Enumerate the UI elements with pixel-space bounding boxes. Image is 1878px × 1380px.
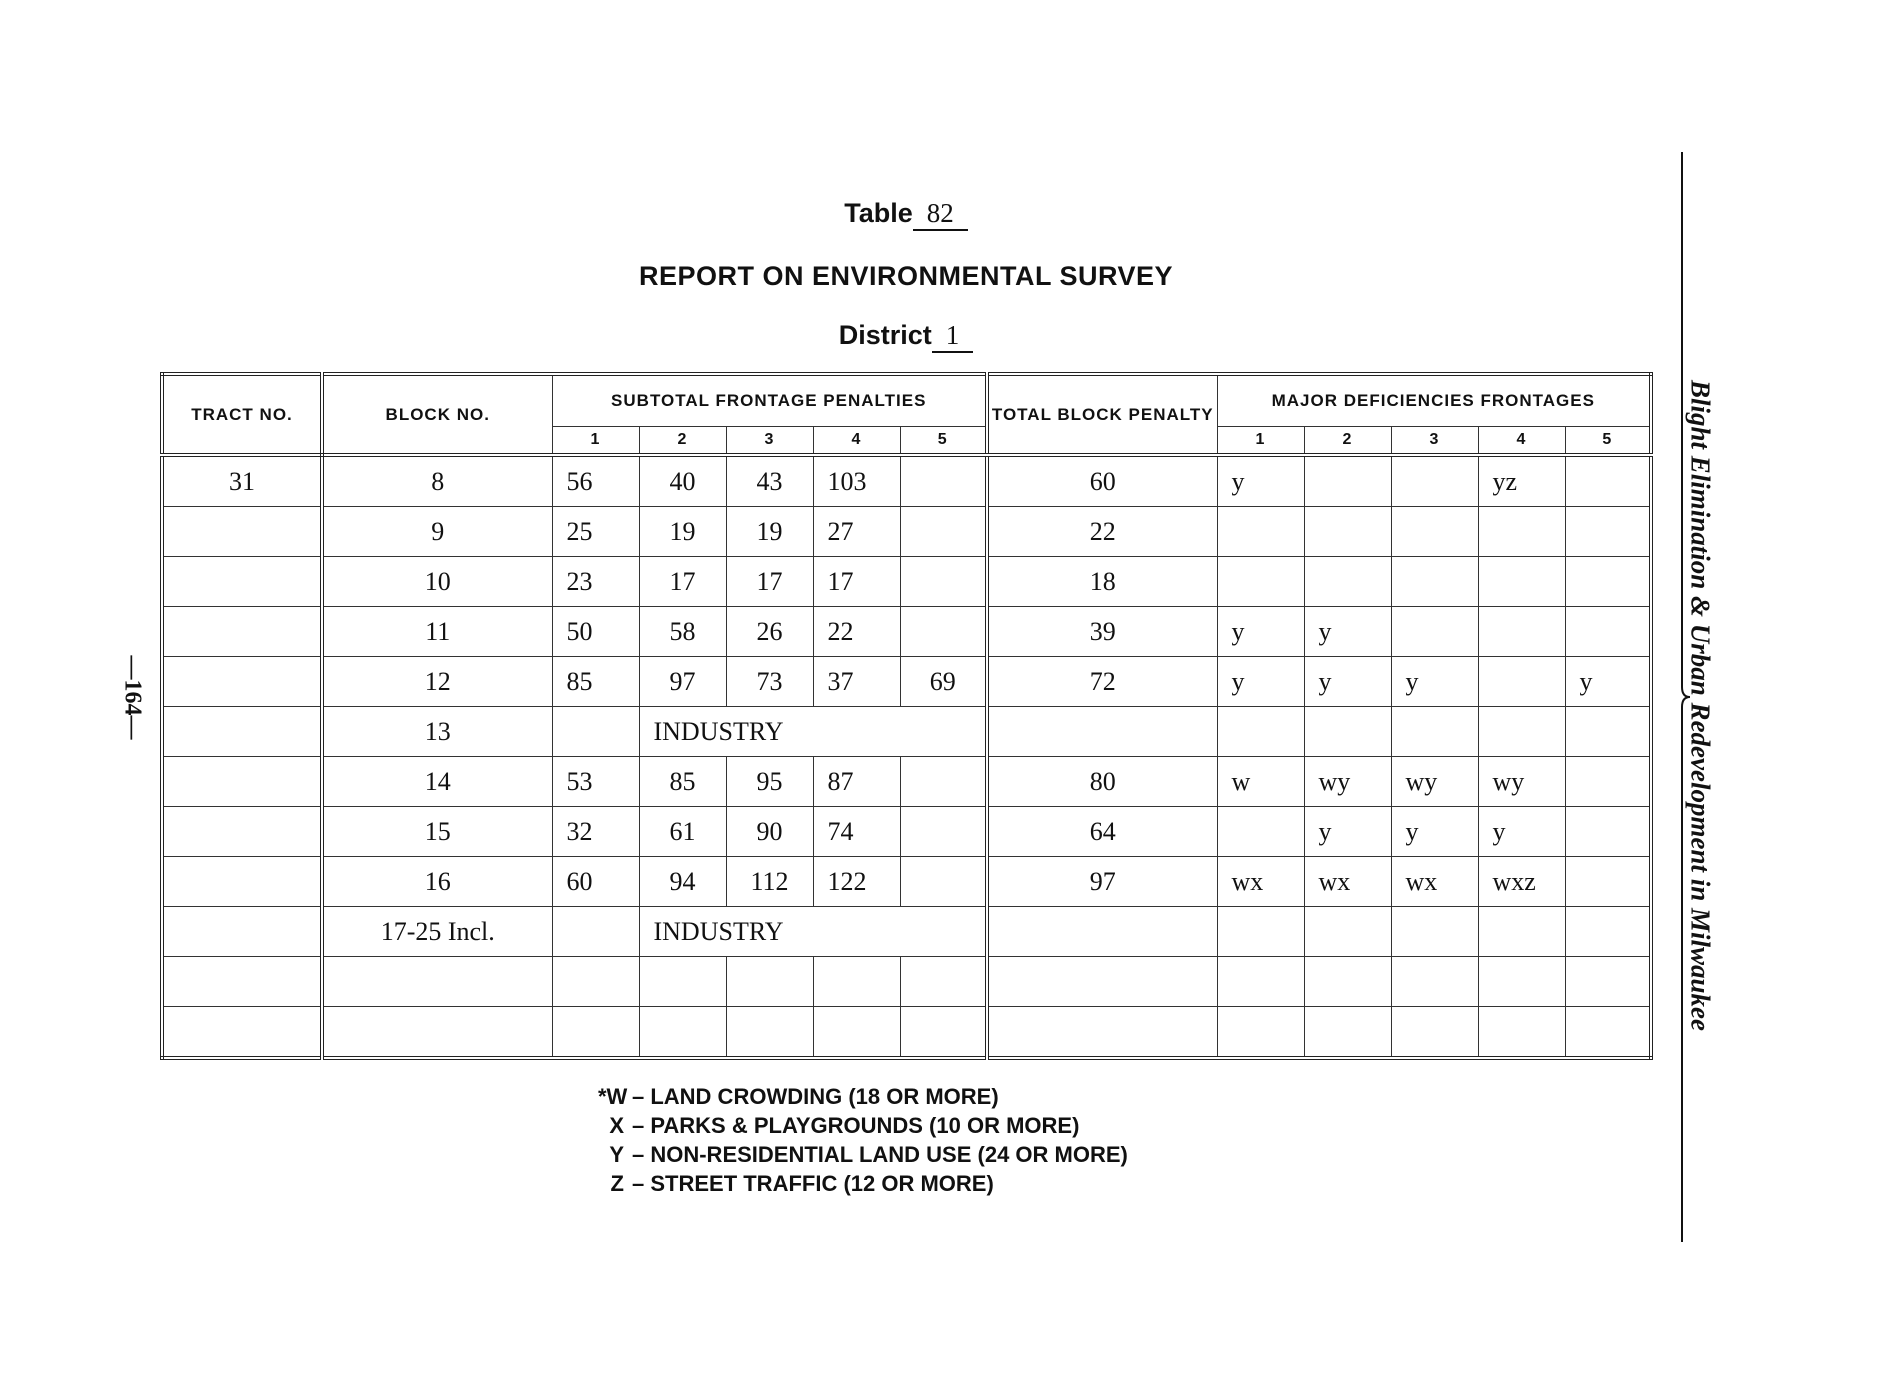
penalty-cell: 27	[813, 507, 900, 557]
penalty-cell: 94	[639, 857, 726, 907]
subtotal-col-header: 4	[813, 427, 900, 456]
deficiency-cell	[1217, 557, 1304, 607]
deficiency-cell: y	[1478, 807, 1565, 857]
legend-text: – PARKS & PLAYGROUNDS (10 OR MORE)	[632, 1113, 1080, 1138]
total-penalty-cell	[987, 957, 1217, 1007]
block-cell: 13	[322, 707, 552, 757]
deficiency-cell: y	[1217, 455, 1304, 507]
penalty-cell: 87	[813, 757, 900, 807]
legend-text: – STREET TRAFFIC (12 OR MORE)	[632, 1171, 994, 1196]
penalty-cell	[900, 1007, 987, 1059]
title-block	[0, 198, 1812, 353]
penalty-cell: 74	[813, 807, 900, 857]
penalty-cell: 97	[639, 657, 726, 707]
block-cell: 9	[322, 507, 552, 557]
tract-cell	[162, 1007, 322, 1059]
table-row	[162, 455, 1651, 507]
deficiency-cell	[1478, 557, 1565, 607]
block-cell: 11	[322, 607, 552, 657]
industry-cell: INDUSTRY	[639, 707, 987, 757]
table-row	[162, 557, 1651, 607]
total-penalty-cell: 72	[987, 657, 1217, 707]
penalty-cell: 23	[552, 557, 639, 607]
penalty-cell: 32	[552, 807, 639, 857]
deficiency-cell: y	[1565, 657, 1651, 707]
penalty-cell: 17	[639, 557, 726, 607]
major-col-header: 5	[1565, 427, 1651, 456]
deficiency-cell: y	[1304, 657, 1391, 707]
major-col-header: 3	[1391, 427, 1478, 456]
penalty-cell: 58	[639, 607, 726, 657]
penalty-cell	[900, 607, 987, 657]
penalty-cell: 25	[552, 507, 639, 557]
major-col-header: 2	[1304, 427, 1391, 456]
subtotal-col-header: 2	[639, 427, 726, 456]
legend-item	[598, 1082, 1128, 1111]
penalty-cell: 112	[726, 857, 813, 907]
total-penalty-cell: 80	[987, 757, 1217, 807]
deficiency-cell: wx	[1391, 857, 1478, 907]
deficiency-cell: y	[1391, 657, 1478, 707]
deficiency-cell	[1217, 957, 1304, 1007]
table-row	[162, 957, 1651, 1007]
block-cell: 17-25 Incl.	[322, 907, 552, 957]
total-penalty-cell: 39	[987, 607, 1217, 657]
deficiency-cell	[1565, 557, 1651, 607]
subtotal-col-header: 1	[552, 427, 639, 456]
block-cell: 15	[322, 807, 552, 857]
deficiency-cell	[1304, 907, 1391, 957]
major-header: MAJOR DEFICIENCIES FRONTAGES	[1217, 374, 1651, 427]
deficiency-cell	[1478, 907, 1565, 957]
deficiency-cell	[1391, 557, 1478, 607]
deficiency-cell	[1217, 507, 1304, 557]
deficiency-cell: yz	[1478, 455, 1565, 507]
deficiency-cell: wx	[1217, 857, 1304, 907]
total-penalty-cell	[987, 907, 1217, 957]
penalty-cell: 69	[900, 657, 987, 707]
deficiency-cell	[1478, 507, 1565, 557]
deficiency-cell	[1217, 807, 1304, 857]
deficiency-cell: wxz	[1478, 857, 1565, 907]
penalty-cell	[900, 455, 987, 507]
deficiency-cell	[1565, 907, 1651, 957]
table-row	[162, 757, 1651, 807]
tract-cell	[162, 557, 322, 607]
table-row	[162, 807, 1651, 857]
total-penalty-cell	[987, 1007, 1217, 1059]
deficiency-cell	[1304, 455, 1391, 507]
total-penalty-cell: 60	[987, 455, 1217, 507]
penalty-cell: 61	[639, 807, 726, 857]
side-title-text: Blight Elimination & Urban Redevelopment in Milwaukee	[1685, 379, 1716, 1032]
total-penalty-cell	[987, 707, 1217, 757]
penalty-cell: 95	[726, 757, 813, 807]
block-cell: 12	[322, 657, 552, 707]
deficiency-cell: wx	[1304, 857, 1391, 907]
table-number: 82	[913, 198, 968, 231]
major-col-header: 4	[1478, 427, 1565, 456]
table-label: Table	[844, 198, 913, 228]
penalty-cell	[726, 1007, 813, 1059]
deficiency-cell: y	[1391, 807, 1478, 857]
tract-cell	[162, 957, 322, 1007]
subtotal-col-header: 3	[726, 427, 813, 456]
tract-cell	[162, 907, 322, 957]
penalty-cell	[813, 957, 900, 1007]
legend-item	[598, 1111, 1128, 1140]
deficiency-cell	[1217, 707, 1304, 757]
penalty-cell: 73	[726, 657, 813, 707]
deficiency-cell	[1478, 957, 1565, 1007]
legend-text: – LAND CROWDING (18 OR MORE)	[632, 1084, 999, 1109]
deficiency-cell	[1304, 707, 1391, 757]
penalty-cell: 37	[813, 657, 900, 707]
total-penalty-cell: 18	[987, 557, 1217, 607]
deficiency-cell: wy	[1478, 757, 1565, 807]
penalty-cell: 22	[813, 607, 900, 657]
tract-cell	[162, 507, 322, 557]
side-title	[1660, 300, 1740, 1100]
deficiency-cell	[1565, 607, 1651, 657]
penalty-cell: 56	[552, 455, 639, 507]
deficiency-cell	[1565, 857, 1651, 907]
table-body	[162, 455, 1651, 1058]
penalty-cell	[552, 957, 639, 1007]
deficiency-cell	[1391, 507, 1478, 557]
legend-letter: X	[609, 1113, 624, 1138]
block-cell: 10	[322, 557, 552, 607]
penalty-cell	[639, 957, 726, 1007]
tract-cell: 31	[162, 455, 322, 507]
block-cell	[322, 957, 552, 1007]
penalty-cell: 40	[639, 455, 726, 507]
tract-header: TRACT NO.	[162, 374, 322, 455]
penalty-cell	[900, 757, 987, 807]
table-row	[162, 657, 1651, 707]
deficiency-cell: y	[1304, 607, 1391, 657]
legend-item	[598, 1169, 1128, 1198]
total-penalty-cell: 22	[987, 507, 1217, 557]
table-row	[162, 707, 1651, 757]
penalty-cell: 90	[726, 807, 813, 857]
deficiency-cell	[1391, 907, 1478, 957]
penalty-cell	[726, 957, 813, 1007]
page-number	[100, 648, 160, 748]
deficiency-cell	[1304, 507, 1391, 557]
penalty-cell	[552, 907, 639, 957]
deficiency-cell	[1478, 1007, 1565, 1059]
district-number: 1	[932, 320, 974, 353]
tract-cell	[162, 657, 322, 707]
block-cell: 8	[322, 455, 552, 507]
tract-cell	[162, 607, 322, 657]
deficiency-cell	[1478, 607, 1565, 657]
deficiency-cell	[1391, 957, 1478, 1007]
legend-letter: Z	[610, 1171, 624, 1196]
legend-item	[598, 1140, 1128, 1169]
deficiency-cell	[1565, 1007, 1651, 1059]
penalty-cell: 85	[639, 757, 726, 807]
subtotal-col-header: 5	[900, 427, 987, 456]
penalty-cell: 85	[552, 657, 639, 707]
page-number-text: —164—	[119, 655, 146, 740]
deficiency-cell	[1391, 707, 1478, 757]
table-row	[162, 507, 1651, 557]
deficiency-cell	[1565, 957, 1651, 1007]
penalty-cell	[639, 1007, 726, 1059]
penalty-cell: 26	[726, 607, 813, 657]
penalty-cell	[552, 707, 639, 757]
report-title: REPORT ON ENVIRONMENTAL SURVEY	[638, 261, 1174, 291]
major-col-header: 1	[1217, 427, 1304, 456]
legend-letter: Y	[609, 1142, 624, 1167]
deficiency-cell: wy	[1391, 757, 1478, 807]
deficiency-cell	[1478, 707, 1565, 757]
block-cell	[322, 1007, 552, 1059]
deficiency-cell	[1565, 807, 1651, 857]
total-penalty-cell: 64	[987, 807, 1217, 857]
legend	[598, 1082, 1128, 1198]
deficiency-cell	[1304, 557, 1391, 607]
deficiency-cell	[1565, 507, 1651, 557]
penalty-cell: 17	[813, 557, 900, 607]
deficiency-cell	[1391, 1007, 1478, 1059]
table-row	[162, 857, 1651, 907]
deficiency-cell	[1565, 707, 1651, 757]
legend-text: – NON-RESIDENTIAL LAND USE (24 OR MORE)	[632, 1142, 1128, 1167]
penalty-cell	[900, 557, 987, 607]
total-header: TOTAL BLOCK PENALTY	[987, 374, 1217, 455]
deficiency-cell	[1391, 455, 1478, 507]
penalty-cell	[900, 857, 987, 907]
survey-table	[160, 372, 1653, 1060]
penalty-cell: 60	[552, 857, 639, 907]
table-row	[162, 907, 1651, 957]
deficiency-cell	[1304, 1007, 1391, 1059]
tract-cell	[162, 857, 322, 907]
penalty-cell: 53	[552, 757, 639, 807]
block-header: BLOCK NO.	[322, 374, 552, 455]
tract-cell	[162, 707, 322, 757]
deficiency-cell	[1304, 957, 1391, 1007]
deficiency-cell: y	[1217, 657, 1304, 707]
district-label: District	[838, 320, 932, 350]
district-caption	[0, 320, 1812, 353]
deficiency-cell	[1478, 657, 1565, 707]
subtotal-header: SUBTOTAL FRONTAGE PENALTIES	[552, 374, 987, 427]
penalty-cell	[900, 807, 987, 857]
tract-cell	[162, 757, 322, 807]
penalty-cell	[813, 1007, 900, 1059]
total-penalty-cell: 97	[987, 857, 1217, 907]
deficiency-cell	[1565, 757, 1651, 807]
deficiency-cell	[1217, 907, 1304, 957]
tract-cell	[162, 807, 322, 857]
penalty-cell: 103	[813, 455, 900, 507]
penalty-cell: 50	[552, 607, 639, 657]
block-cell: 16	[322, 857, 552, 907]
legend-letter: *W	[598, 1084, 628, 1109]
block-cell: 14	[322, 757, 552, 807]
deficiency-cell: wy	[1304, 757, 1391, 807]
table-caption	[0, 198, 1812, 231]
deficiency-cell	[1565, 455, 1651, 507]
penalty-cell: 17	[726, 557, 813, 607]
deficiency-cell: w	[1217, 757, 1304, 807]
deficiency-cell: y	[1304, 807, 1391, 857]
penalty-cell: 19	[639, 507, 726, 557]
penalty-cell	[900, 957, 987, 1007]
penalty-cell: 43	[726, 455, 813, 507]
industry-cell: INDUSTRY	[639, 907, 987, 957]
table-row	[162, 607, 1651, 657]
deficiency-cell	[1217, 1007, 1304, 1059]
penalty-cell	[552, 1007, 639, 1059]
penalty-cell	[900, 507, 987, 557]
penalty-cell: 19	[726, 507, 813, 557]
deficiency-cell	[1391, 607, 1478, 657]
deficiency-cell: y	[1217, 607, 1304, 657]
table-row	[162, 1007, 1651, 1059]
penalty-cell: 122	[813, 857, 900, 907]
